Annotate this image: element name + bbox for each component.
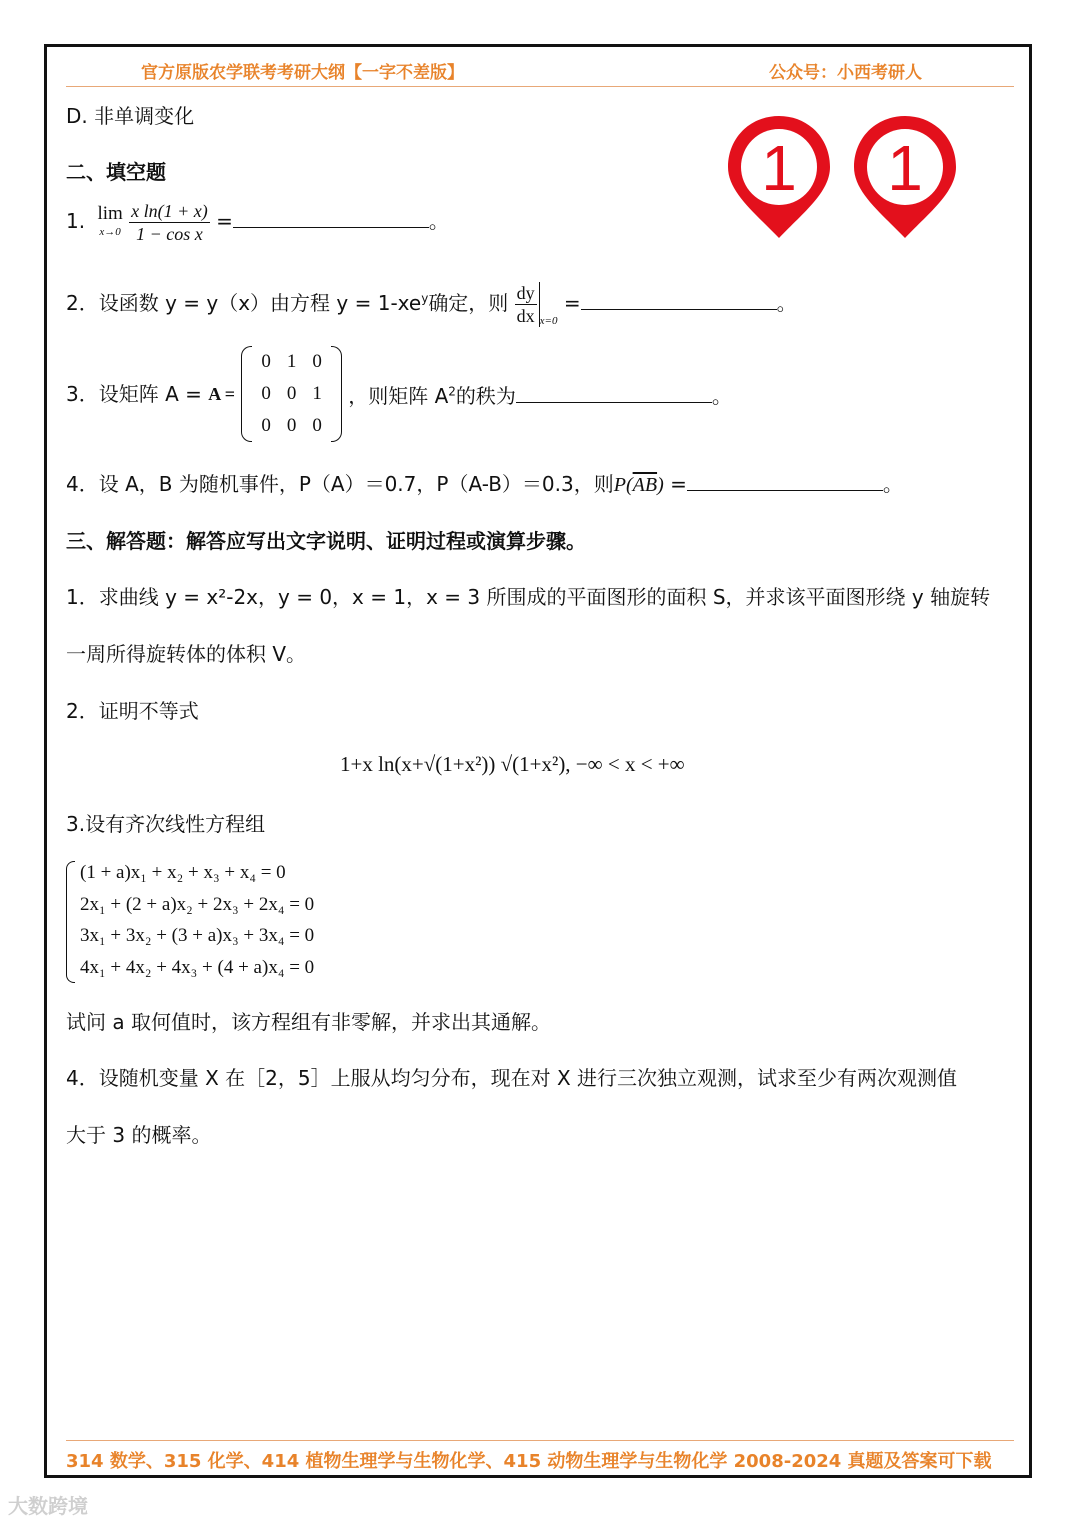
question-2-4: 4．设 A，B 为随机事件，P（A）＝0.7，P（A-B）＝0.3，则$P(\overline{AB})$ = 。 (66, 472, 903, 496)
probability-formula: $P(\overline{AB})$ (613, 474, 664, 496)
equation-3: 3x₁ + 3x₂ + (3 + a)x₃ + 3x₄ = 0 (80, 925, 315, 946)
question-3-3-title: 3.设有齐次线性方程组 (66, 812, 266, 836)
question-3-1-line2: 一周所得旋转体的体积 V。 (66, 642, 307, 666)
answer-blank (516, 382, 712, 403)
option-d: D. 非单调变化 (66, 104, 195, 128)
equation-4: 4x₁ + 4x₂ + 4x₃ + (4 + a)x₄ = 0 (80, 956, 315, 978)
badge-number-right: 1 (887, 132, 923, 204)
location-pin-icon-left (724, 112, 834, 242)
answer-blank (581, 289, 777, 310)
equation-2: 2x₁ + (2 + a)x₂ + 2x₃ + 2x₄ = 0 (80, 893, 315, 915)
system-brace (66, 861, 75, 983)
question-3-4-line1: 4．设随机变量 X 在［2，5］上服从均匀分布，现在对 X 进行三次独立观测，试求至少有两次观测值 (66, 1066, 958, 1090)
answer-blank (687, 470, 883, 491)
question-2-3: 3．设矩阵 A = A = 0 1 0 0 0 1 0 0 0 ，则矩阵 $A^2$的秩为 。 (66, 346, 732, 442)
location-pin-icon-right (850, 112, 960, 242)
header-account: 公众号：小西考研人 (769, 63, 922, 83)
header-divider (66, 86, 1014, 87)
question-3-3-prompt: 试问 a 取何值时，该方程组有非零解，并求出其通解。 (66, 1010, 551, 1034)
question-3-2-title: 2．证明不等式 (66, 699, 199, 723)
limit-fraction: $\frac{\text{x ln(1 + x)}}{\text{1 − cos x}}$ (131, 201, 208, 244)
question-3-1-line1: 1．求曲线 y = x²-2x，y = 0，x = 1，x = 3 所围成的平面图形的面积 S，并求该平面图形绕 y 轴旋转 (66, 585, 991, 609)
header-title: 官方原版农学联考考研大纲【一字不差版】 (141, 63, 464, 83)
question-2-2: 2．设函数 y = y（x）由方程 $y = 1-xe^y$确定，则 $\frac{dy}{dx}$ $_{x=0}$ = 。 (66, 283, 797, 327)
inequality-formula: 1+x ln(x+√(1+x²)) √(1+x²), −∞ < x < +∞ (340, 752, 685, 776)
footer-divider (66, 1440, 1014, 1441)
watermark: 大数跨境 (8, 1494, 88, 1518)
question-3-4-line2: 大于 3 的概率。 (66, 1123, 212, 1147)
badge-number-left: 1 (761, 132, 797, 204)
q-number: 1. (66, 209, 86, 233)
equation-1: (1 + a)x₁ + x₂ + x₃ + x₄ = 0 (80, 862, 286, 883)
section-title-answers: 三、解答题：解答应写出文字说明、证明过程或演算步骤。 (66, 529, 586, 553)
footer-note: 314 数学、315 化学、414 植物生理学与生物化学、415 动物生理学与生物化学 2008-2024 真题及答案可下载 (66, 1451, 992, 1472)
limit-operator: lim x→0 (97, 202, 123, 238)
answer-blank (233, 207, 429, 228)
linear-system (66, 857, 314, 983)
matrix-a: 0 1 0 0 0 1 0 0 0 (241, 346, 342, 442)
question-2-1: 1. lim x→0 $\frac{\text{x ln(1 + x)}}{\text{1 − cos x}}$ = 。 (66, 201, 449, 244)
derivative-fraction: $\frac{dy}{dx}$ (515, 282, 540, 327)
section-title-fill-blank: 二、填空题 (66, 160, 166, 184)
